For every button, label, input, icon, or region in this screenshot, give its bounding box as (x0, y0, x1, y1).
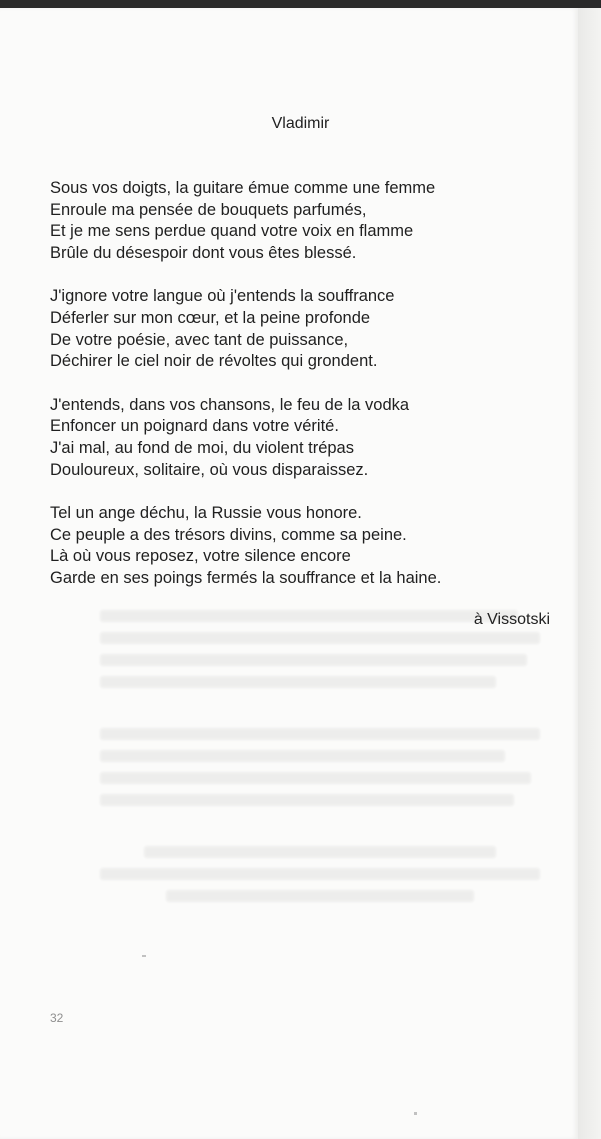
stanza-2 (50, 286, 570, 372)
stanza-4 (50, 503, 570, 589)
poem-line: Déferler sur mon cœur, et la peine profonde (50, 308, 371, 327)
poem-dedication: à Vissotski (473, 611, 550, 628)
poem-body (50, 178, 570, 612)
poem-line: Là où vous reposez, votre silence encore (50, 547, 351, 566)
scan-top-edge (0, 0, 601, 8)
poem-line: J'ignore votre langue où j'entends la souffrance (50, 287, 395, 306)
paper-speck (142, 955, 146, 957)
show-through-text (100, 610, 540, 912)
poem-line: De votre poésie, avec tant de puissance, (50, 330, 349, 349)
poem-title: Vladimir (271, 115, 330, 132)
poem-line: Et je me sens perdue quand votre voix en flamme (50, 222, 414, 241)
poem-line: J'ai mal, au fond de moi, du violent trépas (50, 438, 354, 457)
page-number: 32 (50, 1011, 64, 1025)
poem-line: Garde en ses poings fermés la souffrance et la haine. (50, 568, 442, 587)
poem-line: Tel un ange déchu, la Russie vous honore. (50, 504, 362, 523)
stanza-3 (50, 395, 570, 481)
poem-line: J'entends, dans vos chansons, le feu de la vodka (50, 395, 410, 414)
poem-line: Enroule ma pensée de bouquets parfumés, (50, 200, 367, 219)
poem-line: Brûle du désespoir dont vous êtes blessé. (50, 243, 357, 262)
poem-line: Douloureux, solitaire, où vous disparaissez. (50, 460, 369, 479)
page-gutter-edge (578, 8, 601, 1139)
paper-speck (414, 1112, 417, 1115)
poem-line: Déchirer le ciel noir de révoltes qui grondent. (50, 352, 378, 371)
stanza-1 (50, 178, 570, 264)
poem-line: Ce peuple a des trésors divins, comme sa peine. (50, 525, 407, 544)
poem-line: Enfoncer un poignard dans votre vérité. (50, 417, 339, 436)
poem-line: Sous vos doigts, la guitare émue comme une femme (50, 179, 436, 197)
